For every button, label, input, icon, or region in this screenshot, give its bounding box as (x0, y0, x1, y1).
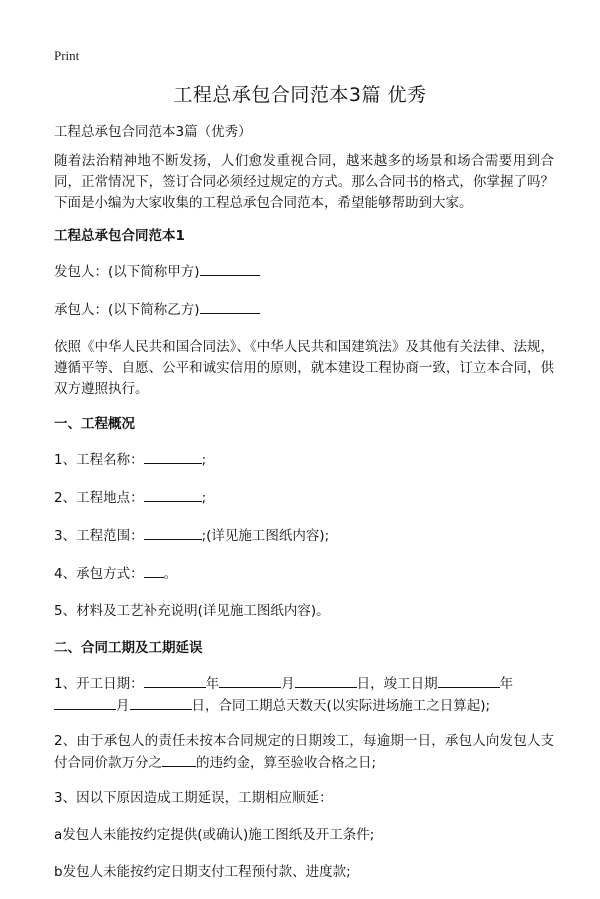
materials-line: 5、材料及工艺补充说明(详见施工图纸内容)。 (54, 603, 330, 619)
finish-date-label: 竣工日期 (383, 676, 438, 692)
document-subtitle: 工程总承包合同范本3篇（优秀） (54, 124, 252, 140)
print-link[interactable]: Print (54, 48, 80, 63)
section-heading-period: 二、合同工期及工期延误 (54, 640, 203, 656)
delay-penalty-text: 2、由于承包人的责任未按本合同规定的日期竣工，每逾期一日，承包人向发包人支付合同价款万分之 (54, 733, 554, 771)
party-a-label: 发包人：(以下简称甲方) (54, 264, 200, 280)
document-title: 工程总承包合同范本3篇 优秀 (173, 84, 427, 106)
project-location-end: ; (201, 490, 207, 506)
reason-b-line: b发包人未能按约定日期支付工程预付款、进度款; (54, 864, 351, 880)
intro-paragraph: 随着法治精神地不断发扬，人们愈发重视合同，越来越多的场景和场合需要用到合同，正常情况下，签订合同必须经过规定的方式。那么合同书的格式，你掌握了吗？下面是小编为大家收集的工程总承包合同范本，希望能够帮助到大家。 (54, 153, 554, 211)
legal-basis-paragraph: 依照《中华人民共和国合同法》、《中华人民共和国建筑法》及其他有关法律、法规，遵循平等、自愿、公平和诚实信用的原则，就本建设工程协商一致，订立本合同，供双方遵照执行。 (54, 339, 554, 397)
party-a-line (54, 261, 554, 283)
party-b-blank (200, 299, 260, 314)
contract-method-line (54, 563, 554, 585)
project-scope-line (54, 525, 554, 547)
project-scope-blank (144, 525, 202, 540)
party-b-line (54, 299, 554, 321)
delay-penalty-end: 的违约金，算至验收合格之日; (196, 755, 377, 771)
total-days-text: 日，合同工期总天数天(以实际进场施工之日算起); (191, 698, 491, 714)
start-year-unit: 年 (205, 676, 220, 692)
finish-month-unit: 月 (116, 698, 130, 714)
reason-a-line: a发包人未能按约定提供(或确认)施工图纸及开工条件; (54, 827, 375, 843)
start-month-blank (219, 673, 281, 688)
project-scope-end: ;(详见施工图纸内容); (201, 528, 330, 544)
start-date-label: 1、开工日期： (54, 676, 144, 692)
party-a-blank (200, 261, 260, 276)
contract-method-blank (144, 563, 164, 578)
document-body (54, 122, 554, 899)
section-heading-contract-1: 工程总承包合同范本1 (54, 228, 185, 244)
project-location-line (54, 487, 554, 509)
project-name-line (54, 449, 554, 471)
delay-penalty-paragraph (54, 731, 554, 774)
start-year-blank (144, 673, 206, 688)
project-location-blank (144, 487, 202, 502)
project-location-label: 2、工程地点： (54, 490, 144, 506)
start-month-unit: 月 (281, 676, 295, 692)
project-name-blank (144, 449, 202, 464)
party-b-label: 承包人：(以下简称乙方) (54, 302, 200, 318)
delay-reasons-line: 3、因以下原因造成工期延误，工期相应顺延： (54, 790, 333, 806)
project-scope-label: 3、工程范围： (54, 528, 144, 544)
contract-method-end: 。 (163, 566, 178, 582)
start-date-paragraph (54, 673, 554, 717)
contract-method-label: 4、承包方式： (54, 566, 144, 582)
start-day-unit: 日， (356, 676, 384, 692)
finish-month-blank (54, 695, 116, 710)
penalty-rate-blank (162, 752, 196, 767)
finish-year-unit: 年 (499, 676, 514, 692)
finish-year-blank (438, 673, 500, 688)
section-heading-overview: 一、工程概况 (54, 416, 135, 432)
project-name-end: ; (201, 452, 207, 468)
start-day-blank (295, 673, 357, 688)
project-name-label: 1、工程名称： (54, 452, 144, 468)
finish-day-blank (130, 695, 192, 710)
